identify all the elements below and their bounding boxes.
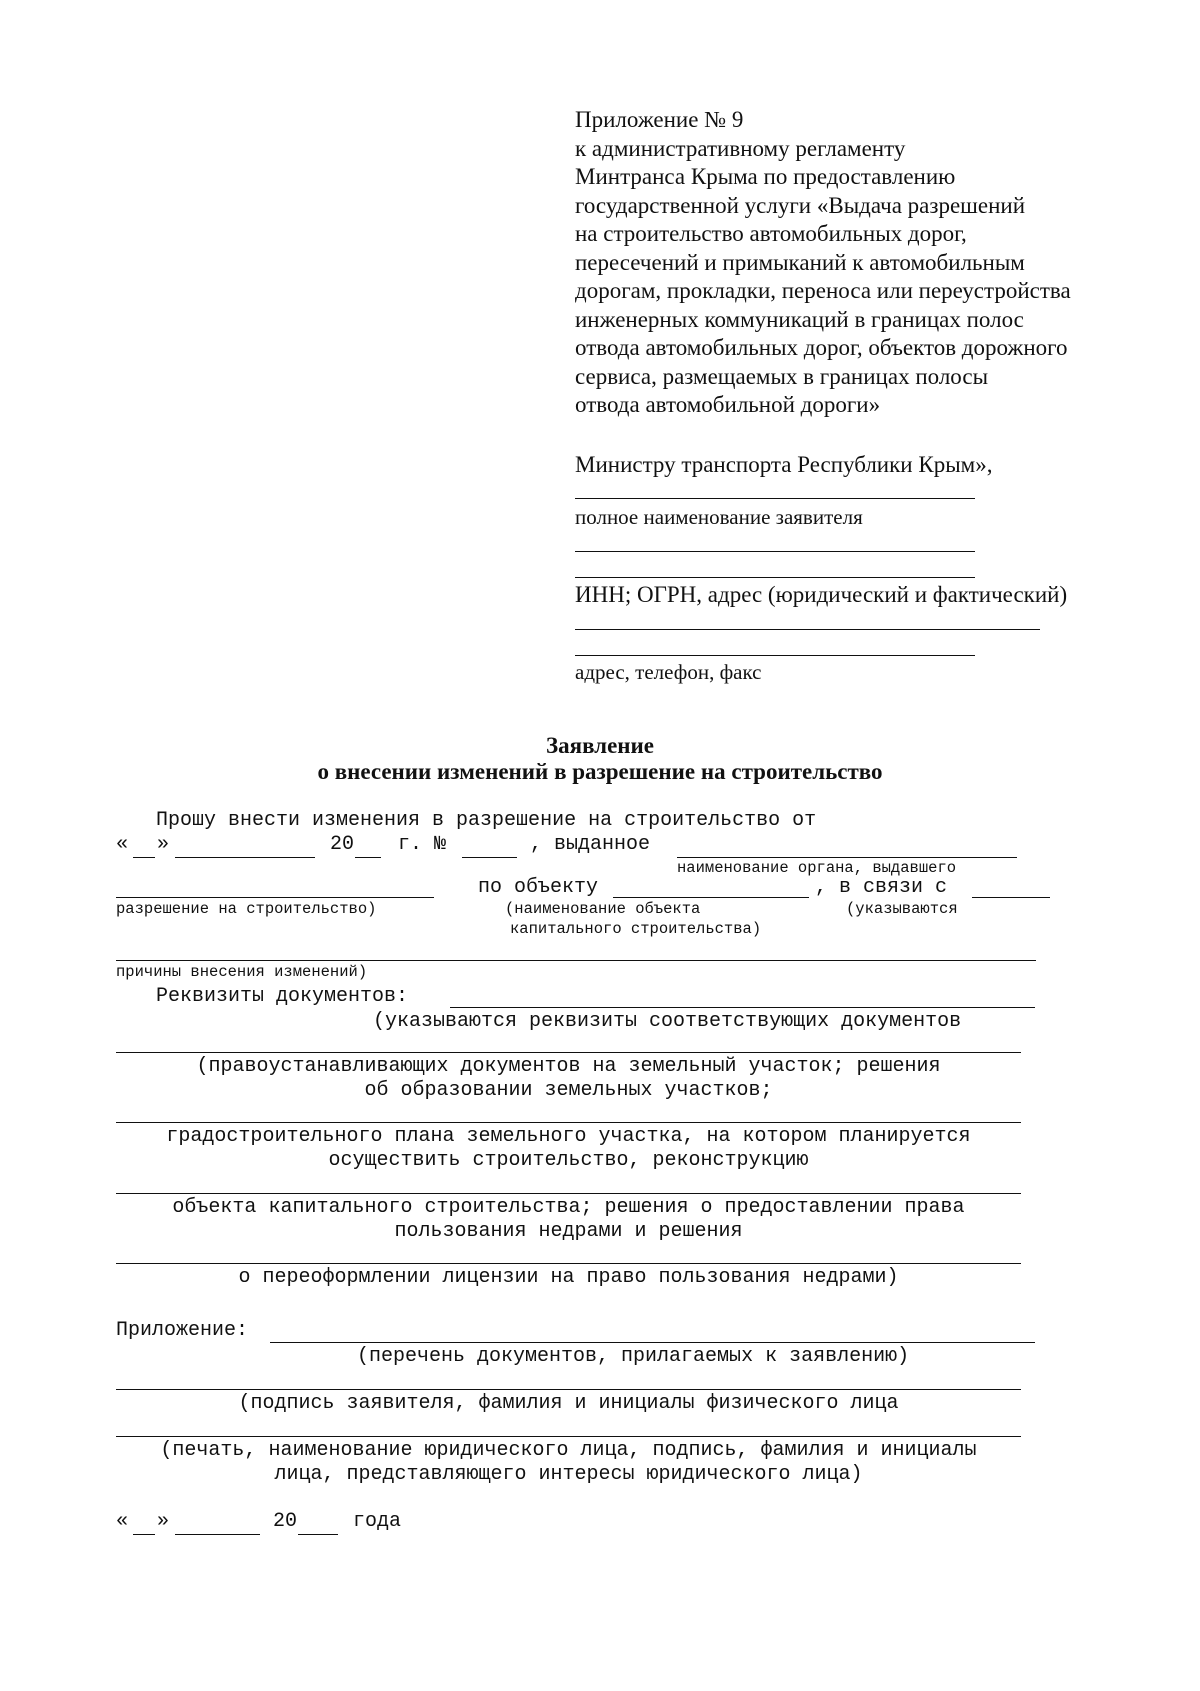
issuer-hint: наименование органа, выдавшего	[677, 859, 957, 877]
blank-line[interactable]	[575, 498, 975, 499]
final-year-suffix: года	[353, 1510, 402, 1533]
requisites-field[interactable]	[116, 1052, 1021, 1053]
requisites-hint: осуществить строительство, реконструкцию	[328, 1149, 809, 1172]
reasons-hint: (указываются	[846, 900, 958, 918]
appendix-line: отвода автомобильных дорог, объектов дорожного	[575, 335, 1068, 360]
appendix-line: сервиса, размещаемых в границах полосы	[575, 363, 989, 389]
requisites-field[interactable]	[450, 1007, 1035, 1008]
final-month-field[interactable]	[175, 1534, 260, 1535]
month-field[interactable]	[175, 857, 315, 858]
blank-line[interactable]	[575, 629, 1040, 630]
request-line: Прошу внести изменения в разрешение на строительство от	[156, 809, 817, 832]
requisites-hint: (указываются реквизиты соответствующих документов	[373, 1010, 962, 1033]
signature-hint: (подпись заявителя, фамилия и инициалы физического лица	[238, 1392, 899, 1415]
requisites-hint: градостроительного плана земельного участка, на котором планируется	[166, 1125, 971, 1148]
due-to-label: , в связи с	[815, 876, 948, 899]
final-date-close-quote: »	[157, 1510, 170, 1533]
final-date-open-quote: «	[116, 1510, 129, 1533]
seal-field[interactable]	[116, 1436, 1021, 1437]
object-hint: (наименование объекта	[505, 900, 701, 918]
by-object-label: по объекту	[478, 876, 599, 899]
issuer-continuation-field[interactable]	[116, 897, 434, 898]
year-prefix: 20	[330, 833, 355, 856]
document-subtitle: о внесении изменений в разрешение на строительство	[317, 759, 883, 784]
date-close-quote: »	[157, 833, 170, 856]
appendix-line: инженерных коммуникаций в границах полос	[575, 306, 1024, 332]
final-year-prefix: 20	[273, 1510, 298, 1533]
blank-line[interactable]	[575, 577, 975, 578]
appendix-line: дорогам, прокладки, переноса или переустройства	[575, 278, 1071, 303]
reason-continuation-field[interactable]	[116, 960, 1036, 961]
attachment-field[interactable]	[270, 1342, 1035, 1343]
year-number-label: г. №	[398, 833, 447, 856]
seal-hint: лица, представляющего интересы юридического лица)	[274, 1463, 863, 1486]
issued-label: , выданное	[530, 833, 651, 856]
appendix-line: пересечений и примыканий к автомобильным	[575, 249, 1025, 275]
appendix-line: Минтранса Крыма по предоставлению	[575, 164, 956, 189]
object-field[interactable]	[613, 897, 809, 898]
requisites-hint: объекта капитального строительства; решения о предоставлении права	[172, 1196, 965, 1219]
seal-hint: (печать, наименование юридического лица, подпись, фамилия и инициалы	[160, 1439, 977, 1462]
issuer-field[interactable]	[677, 857, 1017, 858]
requisites-label: Реквизиты документов:	[156, 985, 409, 1008]
permit-number-field[interactable]	[462, 857, 517, 858]
day-field[interactable]	[133, 857, 155, 858]
blank-line[interactable]	[575, 655, 975, 656]
requisites-hint: (правоустанавливающих документов на земельный участок; решения	[196, 1055, 941, 1078]
appendix-line: на строительство автомобильных дорог,	[575, 221, 967, 246]
appendix-line: государственной услуги «Выдача разрешений	[575, 192, 1026, 218]
final-year-field[interactable]	[298, 1534, 338, 1535]
final-day-field[interactable]	[133, 1534, 155, 1535]
document-title: Заявление	[545, 733, 655, 758]
appendix-header	[575, 106, 1071, 420]
requisites-field[interactable]	[116, 1193, 1021, 1194]
attachment-hint: (перечень документов, прилагаемых к заявлению)	[357, 1345, 910, 1368]
inn-label: ИНН; ОГРН, адрес (юридический и фактический)	[575, 582, 1068, 607]
applicant-name-label: полное наименование заявителя	[575, 505, 863, 529]
attachment-label: Приложение:	[116, 1319, 249, 1342]
reasons-hint: причины внесения изменений)	[116, 963, 368, 981]
requisites-hint: об образовании земельных участков;	[364, 1079, 773, 1102]
signature-field[interactable]	[116, 1389, 1021, 1390]
date-open-quote: «	[116, 833, 129, 856]
appendix-line: к административному регламенту	[575, 135, 906, 161]
contacts-label: адрес, телефон, факс	[575, 660, 762, 684]
appendix-title: Приложение № 9	[575, 107, 744, 132]
requisites-field[interactable]	[116, 1263, 1021, 1264]
requisites-hint: пользования недрами и решения	[394, 1220, 743, 1243]
blank-line[interactable]	[575, 551, 975, 552]
requisites-field[interactable]	[116, 1122, 1021, 1123]
permit-hint: разрешение на строительство)	[116, 900, 377, 918]
year-field[interactable]	[355, 857, 381, 858]
requisites-hint: о переоформлении лицензии на право пользования недрами)	[238, 1266, 899, 1289]
object-hint: капитального строительства)	[510, 920, 762, 938]
reason-field[interactable]	[972, 897, 1050, 898]
recipient: Министру транспорта Республики Крым»,	[575, 452, 993, 477]
appendix-line: отвода автомобильной дороги»	[575, 392, 881, 417]
